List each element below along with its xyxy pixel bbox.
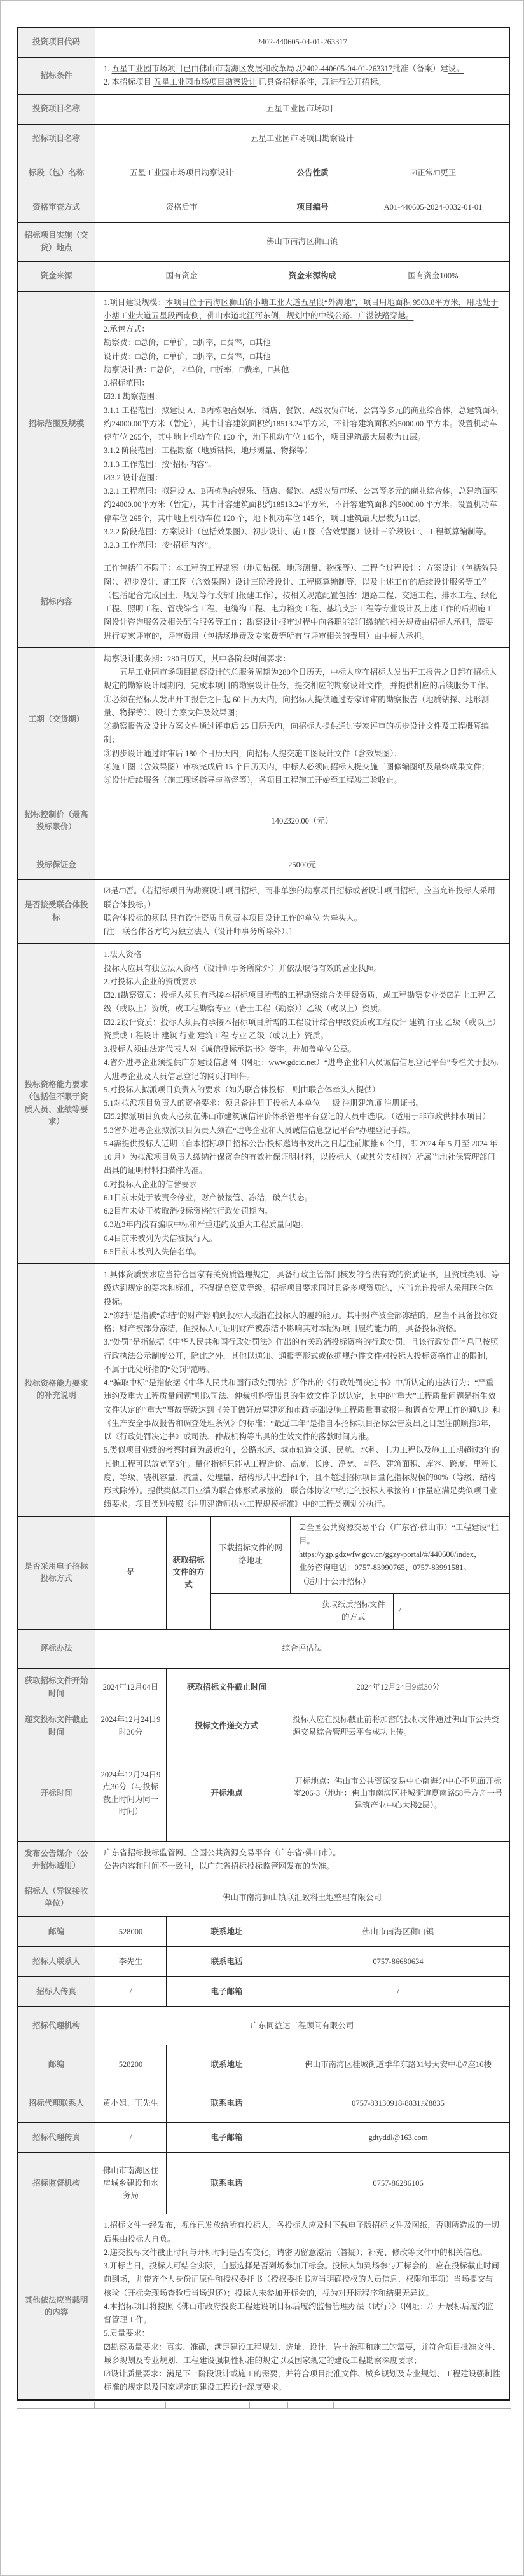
bottom-empty-cell — [210, 2402, 250, 2408]
row-consortium — [18, 880, 509, 944]
invest-name-value: 五星工业园市场项目 — [266, 104, 338, 113]
row-tender-content — [18, 557, 509, 648]
supervisor-phone-label: 联系电话 — [167, 2153, 287, 2214]
agency-value: 广东同益达工程顾问有限公司 — [250, 2021, 354, 2030]
funds-composition-label: 资金来源构成 — [268, 262, 357, 291]
row-agency-fax — [18, 2123, 509, 2153]
bottom-empty-cell — [334, 2402, 511, 2408]
download-url-label: 下载招标文件的网络地址 — [211, 1517, 291, 1593]
scope-line-1: 1.项目建设规模：本项目位于南海区狮山镇小塘工业大道五星段“外海地”，项目用地面积 9503.8平方米，用地处于小塘工业大道五星段西南侧，佛山水道北江河东侧，规划中的中线公路、广湛铁路穿越。 — [104, 297, 499, 320]
tender-conditions-value — [95, 58, 509, 94]
section-value: 五星工业园市场项目勘察设计 — [95, 154, 268, 193]
doc-start-time-label: 获取招标文件开始时间 — [18, 1669, 95, 1707]
doc-deadline-value: 2024年12月24日9点30分 — [356, 1683, 440, 1692]
row-location — [18, 223, 509, 262]
opening-time-value: 2024年12月24日9点30分（与投标截止时间为同一时间） — [95, 1746, 167, 1841]
tender-content-value: 工作包括但不限于：本工程的工程勘察（地质钻探、地形测量、物探等）、工程全过程设计：方案设计（包括效果图）、初步设计、施工图（含效果图）设计三阶段设计、工程概算编制等，以及上述工作的后续设计服务等工作（包括配合完成国土、规划等行政部门报建工作），按相关规范配置包括：道路工程、交通工程、排水工程、绿化工程、照明工程、管线综合工程、电缆沟工程、电力箱变工程、基坑支护工程等专业设计及上述工作的后期施工图设计咨询服务及相关配合服务等工作；勘察设计报审过程中向各职能部门缴纳的相关规费由招标人承担，需要进行专家评审的，评审费用（包括场地费及专家费等所有与评审相关的费用）由中标人承担。 — [104, 564, 497, 641]
agency-label: 招标代理机构 — [18, 2007, 95, 2045]
scope-value — [95, 292, 509, 557]
row-capability-requirements — [18, 944, 509, 1264]
submit-deadline-label: 递交投标文件截止时间 — [18, 1707, 95, 1746]
tenderee-address-value: 佛山市南海区狮山镇 — [362, 1927, 434, 1936]
tenderee-postcode-value: 528000 — [95, 1917, 167, 1946]
row-evaluation-method — [18, 1630, 509, 1669]
submit-deadline-value: 2024年12月24日9时30分 — [95, 1707, 167, 1746]
agency-contact-value: 黄小姐、王先生 — [95, 2084, 167, 2122]
row-capability-notes — [18, 1264, 509, 1517]
row-section — [18, 154, 509, 193]
agency-address-label: 联系地址 — [167, 2045, 287, 2084]
row-funds — [18, 262, 509, 292]
notice-type-label: 公告性质 — [268, 154, 357, 193]
agency-address-value: 佛山市南海区桂城街道季华东路31号天安中心7座16楼 — [305, 2059, 492, 2069]
tenderee-phone-value: 0757-86680634 — [373, 1956, 424, 1966]
capability-notes-label: 投标资格能力要求的补充说明 — [18, 1264, 95, 1516]
bottom-empty-row — [17, 2402, 511, 2409]
scope-label: 招标范围及规模 — [18, 292, 95, 557]
row-supervisor — [18, 2153, 509, 2214]
project-number-label: 项目编号 — [268, 193, 357, 222]
supervisor-label: 招标监督机构 — [18, 2153, 95, 2214]
bottom-empty-cell — [17, 2402, 95, 2408]
other-contents-label: 其他依法应当载明的内容 — [18, 2214, 95, 2399]
tender-condition-line-1: 1. 五星工业园市场项目已由佛山市南海区发展和改革局以2402-440605-04-01-263317批准（备案）建设。 — [104, 64, 464, 73]
invest-code-value: 2402-440605-04-01-263317 — [257, 37, 347, 47]
agency-email-value — [287, 2123, 509, 2152]
tender-conditions-label: 招标条件 — [18, 58, 95, 94]
paper-doc-label: 获取纸质招标文件的方式 — [314, 1594, 394, 1629]
invest-code-label: 投资项目代码 — [18, 28, 95, 57]
download-url-value — [291, 1517, 509, 1593]
tender-condition-line-2: 2. 本招标项目 五星工业园市场项目勘察设计 已具备招标条件，现进行公开招标。 — [104, 78, 386, 87]
bid-deposit-value: 25000元 — [288, 860, 316, 869]
submit-method-label: 投标文件递交方式 — [167, 1707, 287, 1746]
agency-contact-label: 招标代理联系人 — [18, 2084, 95, 2122]
row-bid-deposit — [18, 850, 509, 880]
bottom-empty-cell — [288, 2402, 334, 2408]
consortium-line-3: [注：联合体各方均为独立法人（设计师事务所除外）。] — [104, 927, 292, 936]
row-scope — [18, 292, 509, 558]
project-number-value: A01-440605-2024-0032-01-01 — [383, 202, 483, 212]
supervisor-value: 佛山市南海区住房城乡建设和水务局 — [95, 2153, 167, 2214]
duration-label: 工期（交货期） — [18, 648, 95, 792]
row-invest-code — [18, 28, 509, 58]
bottom-empty-cell — [95, 2402, 166, 2408]
tenderee-email-label: 电子邮箱 — [167, 1977, 287, 2006]
doc-obtain-methods — [211, 1517, 509, 1629]
agency-email-link[interactable]: gdtyddl@163.com — [368, 2132, 428, 2142]
section-label: 标段（包）名称 — [18, 154, 95, 193]
row-tenderee — [18, 1878, 509, 1917]
scope-lines: 2.承包方式： 勘察费：□总价，□单价，□折率，□费率，□其他 设计费：□总价，□单价，□折率，□费率，□其他 勘察设计费：□总价，☑单价，□折率，□费率，□其他 3.招标范围： ☑3.1 勘察范围： 3.1.1 工程范围：拟建设 A、B两栋融合娱乐、酒店、餐饮、A级农贸市场、公寓等多元的商业综合体，总建筑面积约24000.00平方米（暂定），其中计容建筑面积约18513.24平方米，不计容建筑面积约5000.00 平方米。设置机动车停车位 265个，其中地上机动车位 120 个，地下机动车位 145个，项目建筑最大层数为11层。 3.1.2 阶段范围：工程勘察（地质钻探、地形测量、物探等） 3.1.3 工作范围：按“招标内容”。 ☑3.2 设计范围： 3.2.1 工程范围：拟建设 A、B两栋融合娱乐、酒店、餐饮、A级农贸市场、公寓等多元的商业综合体，总建筑面积约24000.00平方米（暂定），其中计容建筑面积约18513.24平方米，不计容建筑面积约5000.00 平方米。设置机动车停车位 265个，其中地上机动车位 120 个，地下机动车位 145个，项目建筑最大层数为11层。 3.2.2 阶段范围：方案设计（包括效果图）、初步设计、施工图（含效果图）设计三阶段设计、工程概算编制等。 3.2.3 工作范围：按“招标内容”。 — [104, 325, 499, 550]
tenderee-address-label: 联系地址 — [167, 1917, 287, 1946]
other-contents-value: 1.招标文件一经发布，视作已发放给所有投标人，各投标人应及时下载电子版招标文件及图纸，否则所造成的一切后果由投标人自负。 2.递交投标文件截止时间与开标时间是否有变化，请密切留意澄清（答疑）、补充、修改等文件中的相关信息。 3.开标当日，投标人可结合实际，自愿选择是否到场参加开标会。投标人如到场参与开标会的，应在投标截止时间前到场，并带齐个人身份证原件和授权委托书（授权委托书应当明确授权的人员信息、权限和事项）当场提交与核验（开标会现场查验后当场退还）；投标人未参加开标会的，视为对开标程序和结果无异议。 4.本招标项目将按照《佛山市政府投资工程建设项目标后履约监督管理办法（试行）》（网址：/）开展标后履约监督管理工作。 5.质量要求： ☑勘察质量要求：真实、准确，满足建设工程规划、选址、设计、岩土治理和施工的需要，并符合项目批准文件、城乡规划及专业规划、工程建设强制性标准的规定以及国家规定的建设工程勘察深度要求； ☑设计质量要求：满足下一阶段设计或施工的需要，并符合项目批准文件、城乡规划及专业规划、工程建设强制性标准的规定以及国家规定的建设工程设计深度要求。 — [104, 2221, 500, 2392]
tender-content-label: 招标内容 — [18, 557, 95, 647]
announcement-media-value: 广东省招标投标监管网、全国公共资源交易平台（广东省·佛山市）。 公告内容和时间不一致时，以广东省招标投标监管网发布的为准。 — [104, 1848, 341, 1871]
tender-name-label: 招标项目名称 — [18, 125, 95, 154]
row-agency-postcode — [18, 2045, 509, 2084]
tenderee-postcode-label: 邮编 — [18, 1917, 95, 1946]
agency-phone-value: 0757-83130918-8831或8835 — [352, 2098, 445, 2108]
tenderee-phone-label: 联系电话 — [167, 1947, 287, 1976]
row-tenderee-contact — [18, 1947, 509, 1977]
tenderee-value: 佛山市南海狮山镇联汇致科土地整理有限公司 — [222, 1892, 382, 1902]
submit-method-value: 投标人应在投标截止前将加密的投标文件通过佛山市公共资源交易综合管理云平台成功上传。 — [293, 1715, 500, 1737]
row-tender-name — [18, 125, 509, 154]
paper-doc-value: / — [398, 1606, 401, 1616]
row-tenderee-fax — [18, 1977, 509, 2007]
consortium-line-2: 联合体投标的须以 具有设计资质且负责本项目设计工作的单位 为牵头人。 — [104, 913, 362, 923]
row-duration — [18, 648, 509, 793]
consortium-line-1: ☑是/□否。（若招标项目为勘察设计项目招标，而非单独的勘察项目招标或者设计项目招标，应当允许投标人采用联合体投标。） — [104, 886, 495, 909]
row-tender-conditions — [18, 58, 509, 95]
row-ceiling-price — [18, 792, 509, 850]
doc-deadline-label: 获取招标文件截止时间 — [167, 1669, 287, 1707]
qualification-review-value: 资格后审 — [95, 193, 268, 222]
evaluation-method-label: 评标办法 — [18, 1630, 95, 1668]
location-label: 招标项目实施（交货）地点 — [18, 223, 95, 261]
funds-composition-value: 国有资金100% — [408, 271, 459, 280]
download-note-line: （适用于公开招标） — [299, 1576, 371, 1586]
download-url-link[interactable]: https://ygp.gdzwfw.gov.cn/ggzy-portal/#/440600/index， — [299, 1550, 482, 1559]
opening-place-label: 开标地点 — [167, 1746, 287, 1841]
row-agency-contact — [18, 2084, 509, 2123]
bottom-empty-cell — [166, 2402, 210, 2408]
agency-postcode-label: 邮编 — [18, 2045, 95, 2084]
row-electronic-bidding — [18, 1517, 509, 1630]
doc-start-time-value: 2024年12月04日 — [95, 1669, 167, 1707]
evaluation-method-value: 综合评估法 — [282, 1644, 322, 1653]
row-tenderee-postcode — [18, 1917, 509, 1947]
tenderee-label: 招标人（异议接收单位） — [18, 1878, 95, 1916]
agency-phone-label: 联系电话 — [167, 2084, 287, 2122]
capability-notes-value: 1.具体资质要求应当符合国家有关资质管理规定，具备行政主管部门核发的合法有效的资质证书，且资质类别、等级达到规定的要求和标准，不得提高资质等级。招标项目要求同时具备多项资质的，应当允许投标人采用联合体投标。 2.“冻结”是指被“冻结”的财产影响到投标人或潜在投标人的履约能力。其中财产被全部冻结的，应当不具备投标资格；财产被部分冻结，但投标人可证明财产被冻结不影响其对本招标项目履约能力的，具备投标资格。 3.“处罚”是指依据《中华人民共和国行政处罚法》作出的有关取消投标资格的行政处罚，且该行政处罚信息已按照行政执法公示制度公开，除此之外，其他以通知、通报等形式或依据规范性文件对投标人投标资格作出的限制，不属于此处所指的“处罚”范畴。 4.“骗取中标”是指依据《中华人民共和国行政处罚法》所作出的《行政处罚决定书》中所认定的违法行为；“严重违约及重大工程质量问题”则以司法、仲裁机构等出具的生效文件予以认定，其中的“重大”工程质量问题是指生效文件认定的“重大”事故等级达到《关于做好房屋建筑和市政基础设施工程质量事故报告和调查处理工作的通知》和《生产安全事故报告和调查处理条例》的标准；“最近三年”是指自本招标项目招标公告发出之日起往前顺推3年，以《行政处罚决定书》或司法、仲裁机构等出具的生效文件的落款时间为准。 5.类似项目业绩的考察时间为最近3年，公路水运、城市轨道交通、民航、水利、电力工程以及施工工期超过3年的其他工程可以放宽至5年。量化指标只能从工程造价、高度、长度、净宽、直径、建筑面积、库容、跨度、里程长度、等级、装机容量、流量、处理量、结构形式中选择1个，且不超过招标项目量化指标规模的80%（等级、结构形式除外）。提供类似项目业绩为联合体形式承接的，联合体协议中约定的投标人承接的工作量应满足类似项目业绩要求。项目类别按照《注册建造师执业工程规模标准》中的工程类别划分执行。 — [104, 1270, 500, 1509]
ceiling-price-value: 1402320.00（元） — [271, 816, 333, 825]
bid-deposit-label: 投标保证金 — [18, 850, 95, 879]
tender-info-table — [17, 27, 510, 2401]
row-other-contents — [18, 2214, 509, 2399]
funds-label: 资金来源 — [18, 262, 95, 291]
tenderee-contact-label: 招标人联系人 — [18, 1947, 95, 1976]
tenderee-contact-value: 李先生 — [95, 1947, 167, 1976]
row-bid-opening — [18, 1746, 509, 1842]
duration-value: 勘察设计服务期：280日历天，其中各阶段时间要求： 五星工业园市场项目勘察设计的总服务周期为280个日历天，中标人应在招标人发出开工报告之日起在招标人规定的勘察设计周期内，完成本项目的勘察设计任务，提交相应的勘察设计文件，并提供相应的后续服务工作。 ①必须在招标人发出开工报告之日起 60 日历天内，向招标人提供通过专家评审的勘察报告（地质钻探、地形测量、物探等）、设计方案文件及效果图； ②勘察报告及设计方案文件通过评审后 25 日历天内，向招标人提供通过专家评审的初步设计文件及工程概算编制； ③初步设计通过评审后 180 个日历天内，向招标人提交施工图设计文件（含效果图）； ④施工图（含效果图）审核完成后 15 个日历天内，中标人必须向招标人提交施工图修编图纸及最终成果文件； ⑤设计后续服务（施工现场指导与监督等），各项目工程施工开始至工程竣工验收止。 — [104, 654, 497, 785]
announcement-media-label: 发布公告媒介（公开招标适用） — [18, 1842, 95, 1878]
location-value: 佛山市南海区狮山镇 — [266, 236, 338, 246]
electronic-bidding-value: 是 — [95, 1517, 167, 1629]
tenderee-fax-value: / — [95, 1977, 167, 2006]
qualification-review-label: 资格审查方式 — [18, 193, 95, 222]
download-phone-line: 业务咨询电话：0757-83990765、0757-83991581。 — [299, 1563, 471, 1573]
doc-obtain-method-label: 获取招标文件的方式 — [167, 1517, 211, 1629]
electronic-bidding-label: 是否采用电子招标投标方式 — [18, 1517, 95, 1629]
paper-method-row — [314, 1594, 406, 1629]
row-agency — [18, 2007, 509, 2045]
funds-value: 国有资金 — [95, 262, 268, 291]
ceiling-price-label: 招标控制价（最高投标限价） — [18, 792, 95, 850]
agency-postcode-value: 528200 — [95, 2045, 167, 2084]
capability-requirements-label: 投标资格能力要求（包括但不限于资质人员、业绩等要求） — [18, 944, 95, 1263]
row-qualification-review — [18, 193, 509, 223]
row-invest-name — [18, 95, 509, 125]
download-platform-line: ☑全国公共资源交易平台（广东省·佛山市）“工程建设”栏目。 — [299, 1522, 499, 1545]
consortium-value — [95, 880, 509, 943]
row-announcement-media — [18, 1842, 509, 1879]
agency-fax-label: 招标代理传真 — [18, 2123, 95, 2152]
agency-fax-value: / — [95, 2123, 167, 2152]
supervisor-phone-value: 0757-86286106 — [373, 2178, 424, 2188]
tender-name-value: 五星工业园市场项目勘察设计 — [250, 133, 354, 143]
invest-name-label: 投资项目名称 — [18, 95, 95, 124]
tenderee-email-value: / — [397, 1986, 399, 1996]
row-doc-time — [18, 1669, 509, 1707]
opening-place-value: 开标地点：佛山市公共资源交易中心南海分中心不见面开标室206-3（地址：佛山市南海区桂城街道夏南路58号方舟一号建筑产业中心大楼2层）。 — [293, 1776, 503, 1810]
opening-time-label: 开标时间 — [18, 1746, 95, 1841]
notice-type-value: ☑正常/□更正 — [410, 168, 457, 177]
bottom-empty-cell — [250, 2402, 288, 2408]
tenderee-fax-label: 招标人传真 — [18, 1977, 95, 2006]
consortium-label: 是否接受联合体投标 — [18, 880, 95, 943]
row-submit-deadline — [18, 1707, 509, 1746]
download-method-row — [211, 1517, 509, 1594]
agency-email-label: 电子邮箱 — [167, 2123, 287, 2152]
capability-requirements-value: 1.法人资格 投标人应具有独立法人资格（设计师事务所除外）并依法取得有效的营业执照。 2.对投标人企业的资质要求 ☑2.1勘察资质：投标人须具有承接本招标项目所需的工程勘察综合类甲级资质，或工程勘察专业类☑岩土工程 乙级（或以上）资质，或工程勘察专业（岩土工程（勘察））乙级（或以上）资质。 ☑2.2设计资质：投标人须具有承接本招标项目所需的工程设计综合甲级资质或工程设计 建筑 行业 乙级（或以上）资质或工程设计 建筑 行业 建筑工程 专业 乙级（或以上）资质。 3.投标人须由法定代表人对《诚信投标承诺书》签字，并加盖单位公章。 4.省外进粤企业须提供广东建设信息网（网址：www.gdcic.net）“进粤企业和人员诚信信息登记平台”专栏关于投标人进粤企业及人员信息登记的网页打印件。 5.对投标人拟派项目负责人的要求（如为联合体投标，则由联合体牵头人提供） 5.1对拟派项目负责人的资格要求：须具备注册于投标人本单位 一 级 注册建筑师 注册证书。 ☑5.2拟派项目负责人必须在佛山市建筑诚信评价体系管理平台登记的人员中选取。（适用于非市政供排水项目） 5.3省外进粤企业拟派项目负责人须在“进粤企业和人员诚信信息登记平台”办理登记手续。 5.4需提供投标人近期（自本招标项目招标公告/投标邀请书发出之日起往前顺推 6 个月，即 2024 年 5 月至 2024 年 10 月）为拟派项目负责人缴纳社保资金的有效社保证明材料，以投标人（或其分支机构）所属当地社保管理部门出具的证明材料扫描件为准。 6.对投标人企业的信誉要求 6.1目前未处于被责令停业，财产被接管、冻结，破产状态。 6.2目前未处于被取消投标资格的行政处罚期内。 6.3近3年内没有骗取中标和严重违约及重大工程质量问题。 6.4目前未被列为失信被执行人。 6.5目前未被列入失信名单。 — [104, 950, 500, 1256]
